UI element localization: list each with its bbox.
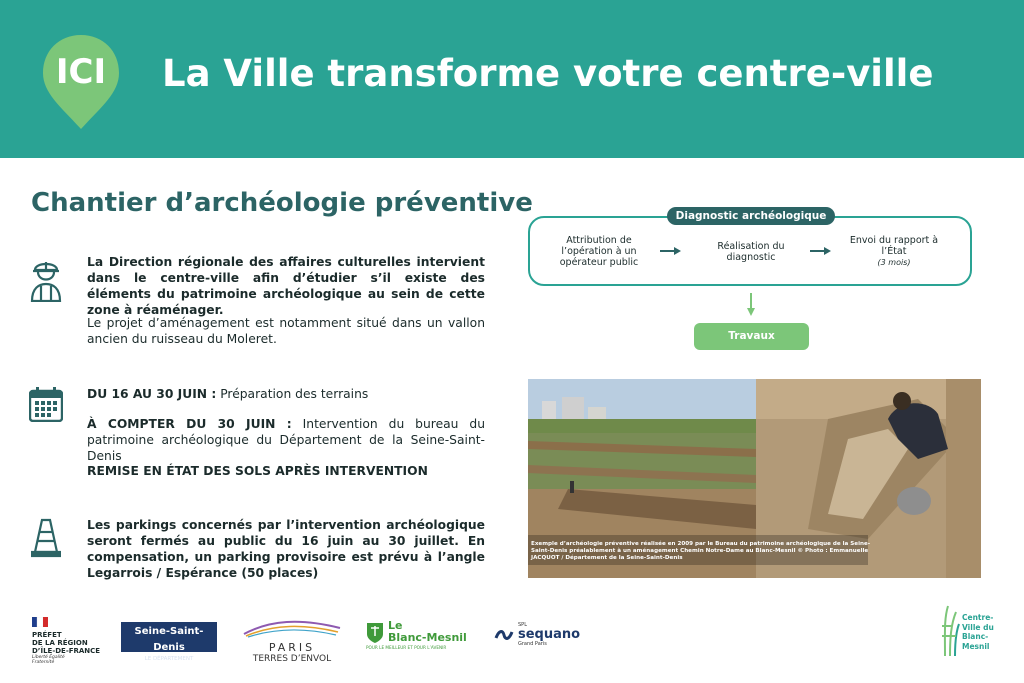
schedule-item-2-text: Intervention du bureau du patrimoine archéologique du Département de la Seine-Saint-Denis xyxy=(87,417,486,463)
paris-line1: PARIS xyxy=(268,641,316,654)
sequano-name: sequano xyxy=(518,627,581,642)
grass-icon xyxy=(942,604,960,656)
photo-caption: Exemple d’archéologie préventive réalisée en 2009 par le Bureau du patrimoine archéologique de la Seine-Saint-Denis préalablement à un aménagement Chemin Notre-Dame au Blanc-Mesnil © Photo : Emmanuelle JACQUOT / Département de la Seine-Saint-Denis xyxy=(531,541,871,561)
page-title: La Ville transforme votre centre-ville xyxy=(162,52,934,95)
diagnostic-badge: Diagnostic archéologique xyxy=(667,207,835,225)
ssd-name: Seine-Saint-Denis xyxy=(134,626,204,653)
step-envoi-label: Envoi du rapport à l’État xyxy=(849,235,939,257)
parking-notice: Les parkings concernés par l’intervention archéologique seront fermés au public du 16 juin au 30 juillet. En compensation, un parking provisoire est prévu à l’angle Legarrois / Espérance (50 places) xyxy=(87,518,485,580)
step-attribution: Attribution de l’opération à un opérateur public xyxy=(559,235,639,268)
intro-text: Le projet d’aménagement est notamment situé dans un vallon ancien du ruisseau du Moleret. xyxy=(87,316,485,346)
prefet-motto: Liberté Égalité Fraternité xyxy=(32,655,65,665)
traffic-cone-icon xyxy=(31,518,61,558)
travaux-box: Travaux xyxy=(694,323,809,350)
cv-line3: Blanc- xyxy=(962,632,989,641)
sequano-wave-icon xyxy=(494,628,514,642)
schedule-item-1-label: DU 16 AU 30 JUIN : xyxy=(87,387,217,401)
logo-sequano xyxy=(494,622,584,648)
french-flag-icon xyxy=(32,617,48,627)
schedule-item-1-text: Préparation des terrains xyxy=(216,387,369,401)
paris-line2: TERRES D’ENVOL xyxy=(252,654,332,664)
step-envoi xyxy=(848,235,940,268)
schedule-item-2 xyxy=(87,416,485,464)
swoosh-icon xyxy=(240,618,344,638)
section-title: Chantier d’archéologie préventive xyxy=(31,188,533,218)
schedule-item-2-label: À COMPTER DU 30 JUIN : xyxy=(87,417,292,431)
logo-paris-terres-denvol xyxy=(240,618,344,664)
arrow-right-icon xyxy=(810,246,832,256)
logo-prefet xyxy=(32,612,104,665)
bm-line2: Blanc-Mesnil xyxy=(388,631,467,644)
step-realisation: Réalisation du diagnostic xyxy=(717,241,785,263)
intro-bold-text: La Direction régionale des affaires culturelles intervient dans le centre-ville afin d’étudier s’il existe des éléments du patrimoine archéologique au sein de cette zone à réaménager. xyxy=(87,255,485,317)
schedule-item-3: REMISE EN ÉTAT DES SOLS APRÈS INTERVENTION xyxy=(87,464,428,478)
bm-tagline: POUR LE MEILLEUR ET POUR L’AVENIR xyxy=(366,645,447,650)
prefet-line2: DE LA RÉGION xyxy=(32,639,88,647)
city-crest-icon xyxy=(366,622,384,644)
ici-badge: ICI xyxy=(55,52,107,92)
arrow-down-icon xyxy=(746,293,756,317)
schedule-item-1 xyxy=(87,386,485,402)
cv-line2: Ville du xyxy=(962,622,994,632)
worker-icon xyxy=(29,256,63,302)
sequano-sub: Grand Paris xyxy=(518,641,547,647)
step-envoi-note: (3 mois) xyxy=(877,258,911,267)
logo-centre-ville xyxy=(942,604,1002,651)
logo-seine-saint-denis xyxy=(121,622,217,662)
cv-line1: Centre- xyxy=(962,613,994,622)
calendar-icon xyxy=(29,386,63,422)
logo-le-blanc-mesnil xyxy=(366,620,470,652)
prefet-line1: PRÉFET xyxy=(32,631,62,639)
bm-line1: Le xyxy=(388,619,403,632)
ssd-sub: LE DÉPARTEMENT xyxy=(144,656,194,662)
arrow-right-icon xyxy=(660,246,682,256)
prefet-line3: D’ÎLE-DE-FRANCE xyxy=(32,647,101,655)
sequano-spl: SPL xyxy=(518,622,527,628)
cv-line4: Mesnil xyxy=(962,641,990,651)
